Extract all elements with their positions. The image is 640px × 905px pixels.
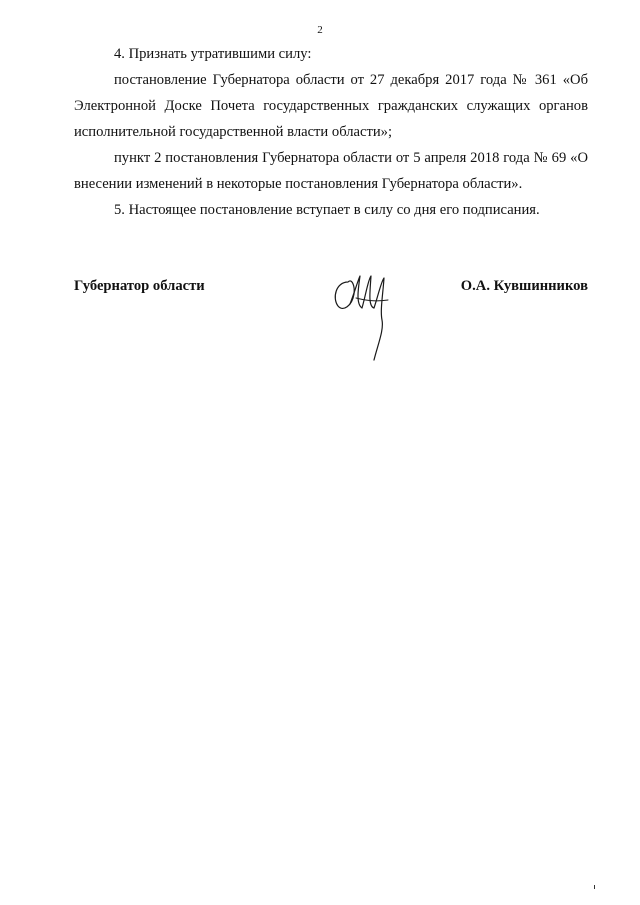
page-number: 2 <box>317 24 323 36</box>
paragraph-repealed-decree-361: постановление Губернатора области от 27 декабря 2017 года № 361 «Об Электронной Доске Почета государственных гражданских служащих органов исполнительной государственной власти области»; <box>74 72 588 140</box>
handwritten-signature <box>326 264 398 364</box>
paragraph-item-5: 5. Настоящее постановление вступает в силу со дня его подписания. <box>114 202 540 218</box>
paragraph-repealed-decree-69: пункт 2 постановления Губернатора области от 5 апреля 2018 года № 69 «О внесении изменений в некоторые постановления Губернатора области». <box>74 150 588 192</box>
signatory-title: Губернатор области <box>74 278 205 294</box>
paragraph-item-4: 4. Признать утратившими силу: <box>114 46 312 62</box>
document-body <box>74 41 588 223</box>
scan-artifact-mark <box>594 885 595 889</box>
signatory-name: О.А. Кувшинников <box>460 278 588 294</box>
